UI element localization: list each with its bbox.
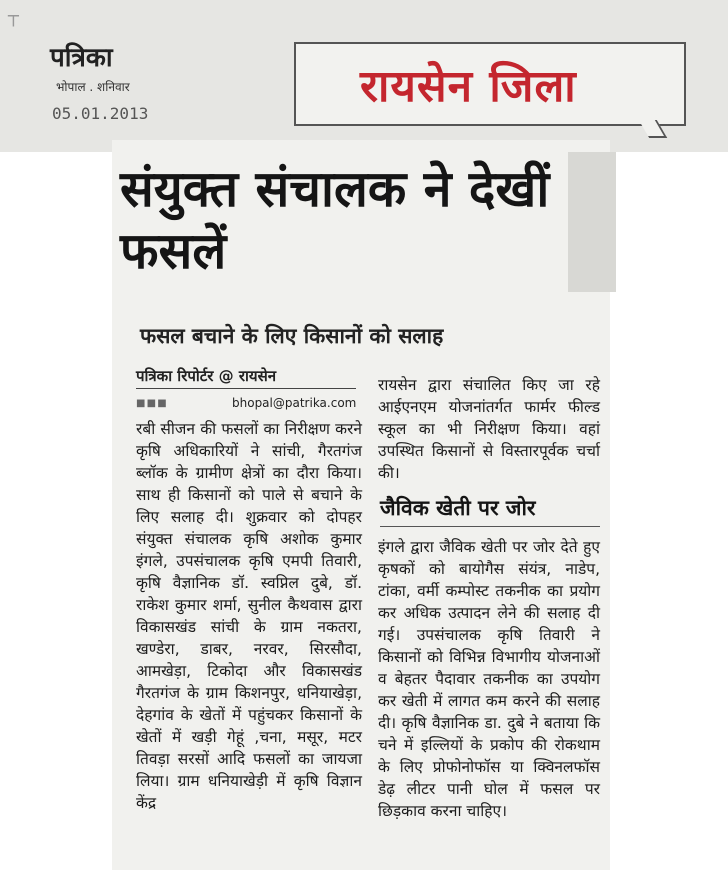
article-body-right-bottom: इंगले द्वारा जैविक खेती पर जोर देते हुए कृषकों को बायोगैस संयंत्र, नाडेप, टांका, वर्मी कम्पोस्ट तकनीक का प्रयोग कर अधिक उत्पादन लेने की सलाह दी गई। उपसंचालक कृषि तिवारी ने किसानों को विभिन्न विभागीय योजनाओं व बेहतर पैदावार तकनीक का उपयोग कर खेती में लागत कम करने की सलाह दी। कृषि वैज्ञानिक डा. दुबे ने बताया कि चने में इल्लियों के प्रकोप की रोकथाम के लिए प्रोफोनोफॉस या क्विनलफॉस डेढ़ लीटर पानी घोल में फसल पर छिड़काव करना चाहिए। <box>378 538 600 820</box>
masthead-city-day: भोपाल . शनिवार <box>56 80 130 94</box>
article-headline: संयुक्त संचालक ने देखीं फसलें <box>120 160 550 280</box>
article-byline: पत्रिका रिपोर्टर @ रायसेन <box>136 366 356 389</box>
article-body-right-top: रायसेन द्वारा संचालित किए जा रहे आईएनएम योजनांतर्गत फार्मर फील्ड स्कूल का भी निरीक्षण किया। वहां उपस्थित किसानों से विस्तारपूर्वक चर्चा की। <box>378 376 600 482</box>
section-title: रायसेन जिला <box>360 61 577 112</box>
article-subheadline: फसल बचाने के लिए किसानों को सलाह <box>140 324 444 348</box>
masthead-date: 05.01.2013 <box>52 104 149 123</box>
adjacent-clipping-fragment <box>568 152 616 292</box>
crop-mark-icon: ┬ <box>8 6 19 27</box>
article-subheading: जैविक खेती पर जोर <box>380 494 600 527</box>
article-body-left-column: रबी सीजन की फसलों का निरीक्षण करने कृषि अधिकारियों ने सांची, गैरतगंज ब्लॉक के ग्रामीण क्षेत्रों का दौरा किया। साथ ही किसानों को पाले से बचाने के लिए सलाह दी। शुक्रवार को दोपहर संयुक्त संचालक कृषि अशोक कुमार इंगले, उपसंचालक कृषि एमपी तिवारी, कृषि वैज्ञानिक डॉ. स्वप्निल दुबे, डॉ. राकेश कुमार शर्मा, सुनील कैथवास द्वारा विकासखंड सांची के ग्राम नकतरा, खण्डेरा, डाबर, नरवर, सिरसौदा, आमखेड़ा, टिकोदा और विकासखंड गैरतगंज के ग्राम किशनपुर, धनियाखेड़ा, देहगांव के खेतों में पहुंचकर किसानों के खेतों में खड़ी गेहूं ,चना, मसूर, मटर तिवड़ा सरसों आदि फसलों का जायजा लिया। ग्राम धनियाखेड़ी में कृषि विज्ञान केंद्र <box>136 420 362 812</box>
byline-decoration: ■ ■ ■ <box>136 398 166 409</box>
newspaper-logo: पत्रिका <box>50 43 113 73</box>
article-email: bhopal@patrika.com <box>232 396 357 410</box>
